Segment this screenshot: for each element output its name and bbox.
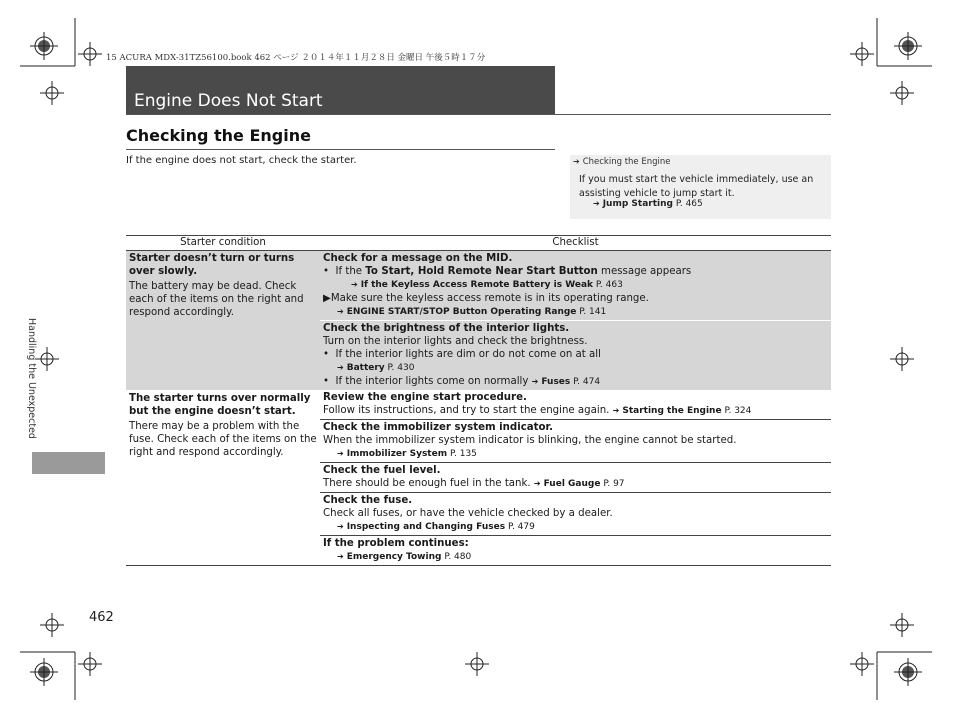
ref-link[interactable]: [323, 361, 828, 375]
check-cell: [320, 321, 831, 391]
check-bullet: • If the interior lights come on normally ➔ Fuses P. 474: [323, 376, 601, 387]
check-head: Check the fuel level.: [323, 465, 441, 476]
crosshair-mark-icon: [78, 652, 102, 676]
note-ref-link[interactable]: [593, 199, 703, 209]
ref-page: P. 480: [444, 552, 472, 562]
ref-page: P. 141: [579, 307, 607, 317]
check-text-body: There should be enough fuel in the tank.: [323, 478, 531, 489]
condition-desc: There may be a problem with the fuse. Check each of the items on the right and respond accordingly.: [129, 421, 317, 458]
section-rule: [126, 149, 555, 150]
reference-arrow-icon: ➔: [337, 363, 344, 372]
check-cell: [320, 463, 831, 493]
title-rule: [126, 114, 831, 115]
crosshair-mark-icon: [890, 81, 914, 105]
ref-link[interactable]: [613, 406, 752, 416]
ref-label[interactable]: ENGINE START/STOP Button Operating Range: [346, 307, 577, 317]
check-cell: [320, 420, 831, 463]
check-text: Check all fuses, or have the vehicle checked by a dealer.: [323, 508, 613, 519]
ref-label[interactable]: Emergency Towing: [346, 552, 442, 562]
side-tab-marker: [32, 452, 105, 474]
crosshair-mark-icon: [890, 613, 914, 637]
check-cell: [320, 536, 831, 566]
section-title: Checking the Engine: [126, 126, 311, 145]
page-title: Engine Does Not Start: [134, 91, 323, 111]
reference-arrow-icon: ➔: [593, 199, 600, 208]
crosshair-mark-icon: [850, 652, 874, 676]
check-head: Check the fuse.: [323, 495, 413, 506]
ref-page: P. 135: [449, 449, 477, 459]
crosshair-mark-icon: [78, 42, 102, 66]
triangle-note-icon: ▶: [323, 293, 331, 304]
checklist-table: [126, 235, 831, 566]
check-note: [323, 292, 828, 305]
ref-link[interactable]: [532, 377, 600, 387]
check-head: If the problem continues:: [323, 538, 469, 549]
bullet-text: message appears: [597, 266, 692, 277]
bullet-text: If the interior lights come on normally: [335, 376, 529, 387]
reference-arrow-icon: ➔: [337, 307, 344, 316]
ref-link[interactable]: [323, 520, 828, 534]
col-header-condition: Starter condition: [126, 236, 320, 251]
crosshair-mark-icon: [30, 32, 58, 60]
ref-page: P. 463: [595, 280, 623, 290]
reference-arrow-icon: ➔: [533, 479, 541, 488]
condition-title: The starter turns over normally but the engine doesn’t start.: [129, 393, 311, 417]
crosshair-mark-icon: [35, 347, 59, 371]
ref-link[interactable]: [323, 305, 828, 319]
note-heading-text: Checking the Engine: [582, 157, 671, 167]
ref-label[interactable]: Fuses: [541, 377, 571, 387]
col-header-checklist: Checklist: [320, 236, 831, 251]
bullet-text: If the: [335, 266, 366, 277]
note-box: [570, 155, 831, 219]
check-head: Check for a message on the MID.: [323, 253, 513, 264]
ref-link[interactable]: [323, 550, 828, 564]
ref-label[interactable]: If the Keyless Access Remote Battery is Weak: [360, 280, 594, 290]
check-head: Review the engine start procedure.: [323, 392, 527, 403]
ref-label[interactable]: Immobilizer System: [346, 449, 448, 459]
print-header: 15 ACURA MDX-31TZ56100.book 462 ページ ２０１４年１１月２８日 金曜日 午後５時１７分: [106, 53, 486, 63]
table-header-row: [126, 236, 831, 251]
crosshair-mark-icon: [40, 81, 64, 105]
side-tab-label: Handling the Unexpected: [26, 318, 37, 439]
check-text: Turn on the interior lights and check the brightness.: [323, 336, 588, 347]
condition-cell: [126, 390, 320, 566]
crosshair-mark-icon: [30, 658, 58, 686]
check-cell: [320, 390, 831, 420]
reference-arrow-icon: ➔: [612, 406, 620, 415]
crosshair-mark-icon: [894, 658, 922, 686]
check-text: [323, 404, 828, 418]
condition-desc: The battery may be dead. Check each of the items on the right and respond accordingly.: [129, 281, 304, 318]
check-head: Check the immobilizer system indicator.: [323, 422, 553, 433]
crosshair-mark-icon: [850, 42, 874, 66]
ref-label[interactable]: Battery: [346, 363, 385, 373]
reference-arrow-icon: ➔: [573, 157, 580, 166]
check-bullet: • If the interior lights are dim or do not come on at all: [323, 349, 601, 360]
ref-page: P. 479: [507, 522, 535, 532]
crosshair-mark-icon: [465, 652, 489, 676]
ref-label[interactable]: Starting the Engine: [622, 406, 722, 416]
crosshair-mark-icon: [40, 613, 64, 637]
note-ref-page: P. 465: [675, 199, 703, 209]
bullet-bold: To Start, Hold Remote Near Start Button: [365, 266, 598, 277]
reference-arrow-icon: ➔: [337, 449, 344, 458]
ref-page: P. 97: [603, 479, 625, 489]
bullet-text: If the interior lights are dim or do not come on at all: [335, 349, 601, 360]
condition-cell: [126, 251, 320, 391]
crosshair-mark-icon: [890, 347, 914, 371]
intro-text: If the engine does not start, check the starter.: [126, 155, 357, 166]
ref-page: P. 324: [724, 406, 752, 416]
note-ref-label[interactable]: Jump Starting: [602, 199, 673, 209]
title-bar: [126, 66, 555, 114]
note-body: If you must start the vehicle immediately, use an assisting vehicle to jump start it.: [579, 174, 814, 199]
table-row: [126, 390, 831, 420]
page-number: 462: [89, 610, 114, 625]
check-text-body: Follow its instructions, and try to start the engine again.: [323, 405, 610, 416]
table-row: [126, 251, 831, 321]
condition-title: Starter doesn’t turn or turns over slowly.: [129, 253, 295, 277]
check-cell: [320, 251, 831, 321]
ref-page: P. 474: [573, 377, 601, 387]
ref-link[interactable]: [323, 278, 828, 292]
check-head: Check the brightness of the interior lights.: [323, 323, 570, 334]
check-text: [323, 477, 828, 491]
check-text: When the immobilizer system indicator is blinking, the engine cannot be started.: [323, 435, 737, 446]
ref-label[interactable]: Inspecting and Changing Fuses: [346, 522, 506, 532]
reference-arrow-icon: ➔: [351, 280, 358, 289]
note-text: Make sure the keyless access remote is in its operating range.: [330, 293, 649, 304]
check-cell: [320, 493, 831, 536]
crosshair-mark-icon: [894, 32, 922, 60]
ref-label[interactable]: Fuel Gauge: [543, 479, 601, 489]
note-heading: [573, 157, 670, 167]
ref-link[interactable]: [323, 447, 828, 461]
check-bullet: • If the To Start, Hold Remote Near Start Button message appears: [323, 266, 692, 277]
reference-arrow-icon: ➔: [337, 522, 344, 531]
ref-page: P. 430: [387, 363, 415, 373]
reference-arrow-icon: ➔: [337, 552, 344, 561]
ref-link[interactable]: [534, 479, 625, 489]
reference-arrow-icon: ➔: [531, 377, 539, 386]
